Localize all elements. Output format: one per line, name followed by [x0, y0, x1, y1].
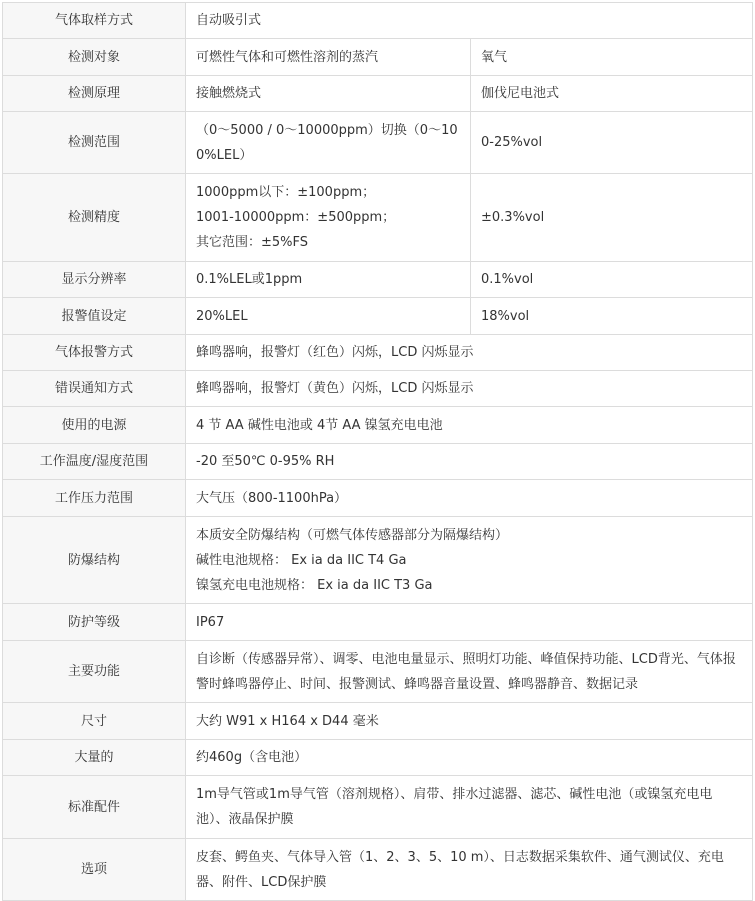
- row-label: 大量的: [3, 740, 186, 776]
- table-row: [3, 298, 753, 335]
- text-line: 镍氢充电电池规格： Ex ia da IIC T3 Ga: [196, 577, 433, 593]
- table-row: [3, 641, 753, 703]
- row-value: 大约 W91 x H164 x D44 毫米: [186, 703, 753, 740]
- text-line: 碱性电池规格： Ex ia da IIC T4 Ga: [196, 552, 407, 568]
- table-row: [3, 112, 753, 174]
- row-value: 4 节 AA 碱性电池或 4节 AA 镍氢充电电池: [186, 407, 753, 444]
- row-label: 选项: [3, 839, 186, 901]
- row-value-combustible: 接触燃烧式: [186, 76, 471, 112]
- text-line: 本质安全防爆结构（可燃气体传感器部分为隔爆结构）: [196, 527, 509, 543]
- row-label: 防护等级: [3, 604, 186, 641]
- row-value-combustible: （0～5000 / 0～10000ppm）切换（0～100%LEL）: [186, 112, 471, 174]
- row-label: 报警值设定: [3, 298, 186, 335]
- table-row: [3, 444, 753, 480]
- row-value: [186, 517, 753, 604]
- table-row: [3, 703, 753, 740]
- row-value: IP67: [186, 604, 753, 641]
- row-label: 检测精度: [3, 174, 186, 262]
- row-label: 使用的电源: [3, 407, 186, 444]
- row-value-oxygen: 18%vol: [471, 298, 753, 335]
- row-value: 大气压（800-1100hPa）: [186, 480, 753, 517]
- row-label: 显示分辨率: [3, 262, 186, 298]
- row-label: 气体报警方式: [3, 335, 186, 371]
- row-value: -20 至50℃ 0-95% RH: [186, 444, 753, 480]
- row-label: 工作压力范围: [3, 480, 186, 517]
- table-row: [3, 3, 753, 39]
- row-value: 1m导气管或1m导气管（溶剂规格）、肩带、排水过滤器、滤芯、碱性电池（或镍氢充电电池）、液晶保护膜: [186, 776, 753, 839]
- row-value: 自动吸引式: [186, 3, 753, 39]
- row-label: 检测范围: [3, 112, 186, 174]
- text-line: 1001-10000ppm：±500ppm；: [196, 210, 396, 225]
- row-value-combustible: [186, 174, 471, 262]
- table-row: [3, 776, 753, 839]
- table-row: [3, 39, 753, 76]
- row-value-oxygen: 伽伐尼电池式: [471, 76, 753, 112]
- row-label: 工作温度/湿度范围: [3, 444, 186, 480]
- row-value: 约460g（含电池）: [186, 740, 753, 776]
- row-value: 皮套、鳄鱼夹、气体导入管（1、2、3、5、10 m）、日志数据采集软件、通气测试仪、充电器、附件、LCD保护膜: [186, 839, 753, 901]
- table-row: [3, 604, 753, 641]
- row-value-oxygen: ±0.3%vol: [471, 174, 753, 262]
- table-row: [3, 371, 753, 407]
- row-value: 蜂鸣器响，报警灯（红色）闪烁，LCD 闪烁显示: [186, 335, 753, 371]
- text-line: 1000ppm以下：±100ppm；: [196, 185, 376, 200]
- table-row: [3, 517, 753, 604]
- row-value-oxygen: 0.1%vol: [471, 262, 753, 298]
- row-value-combustible: 0.1%LEL或1ppm: [186, 262, 471, 298]
- text-line: 其它范围：±5%FS: [196, 235, 309, 250]
- table-row: [3, 174, 753, 262]
- table-row: [3, 839, 753, 901]
- row-label: 气体取样方式: [3, 3, 186, 39]
- table-row: [3, 407, 753, 444]
- row-value-combustible: 20%LEL: [186, 298, 471, 335]
- row-value-oxygen: 氧气: [471, 39, 753, 76]
- table-row: [3, 76, 753, 112]
- row-label: 错误通知方式: [3, 371, 186, 407]
- row-value: 自诊断（传感器异常）、调零、电池电量显示、照明灯功能、峰值保持功能、LCD背光、气体报警时蜂鸣器停止、时间、报警测试、蜂鸣器音量设置、蜂鸣器静音、数据记录: [186, 641, 753, 703]
- row-label: 检测对象: [3, 39, 186, 76]
- table-row: [3, 740, 753, 776]
- spec-table: [2, 2, 753, 901]
- table-row: [3, 262, 753, 298]
- row-label: 尺寸: [3, 703, 186, 740]
- row-label: 防爆结构: [3, 517, 186, 604]
- table-row: [3, 335, 753, 371]
- row-label: 标准配件: [3, 776, 186, 839]
- row-label: 主要功能: [3, 641, 186, 703]
- row-value-combustible: 可燃性气体和可燃性溶剂的蒸汽: [186, 39, 471, 76]
- row-value-oxygen: 0-25%vol: [471, 112, 753, 174]
- row-label: 检测原理: [3, 76, 186, 112]
- table-row: [3, 480, 753, 517]
- row-value: 蜂鸣器响，报警灯（黄色）闪烁，LCD 闪烁显示: [186, 371, 753, 407]
